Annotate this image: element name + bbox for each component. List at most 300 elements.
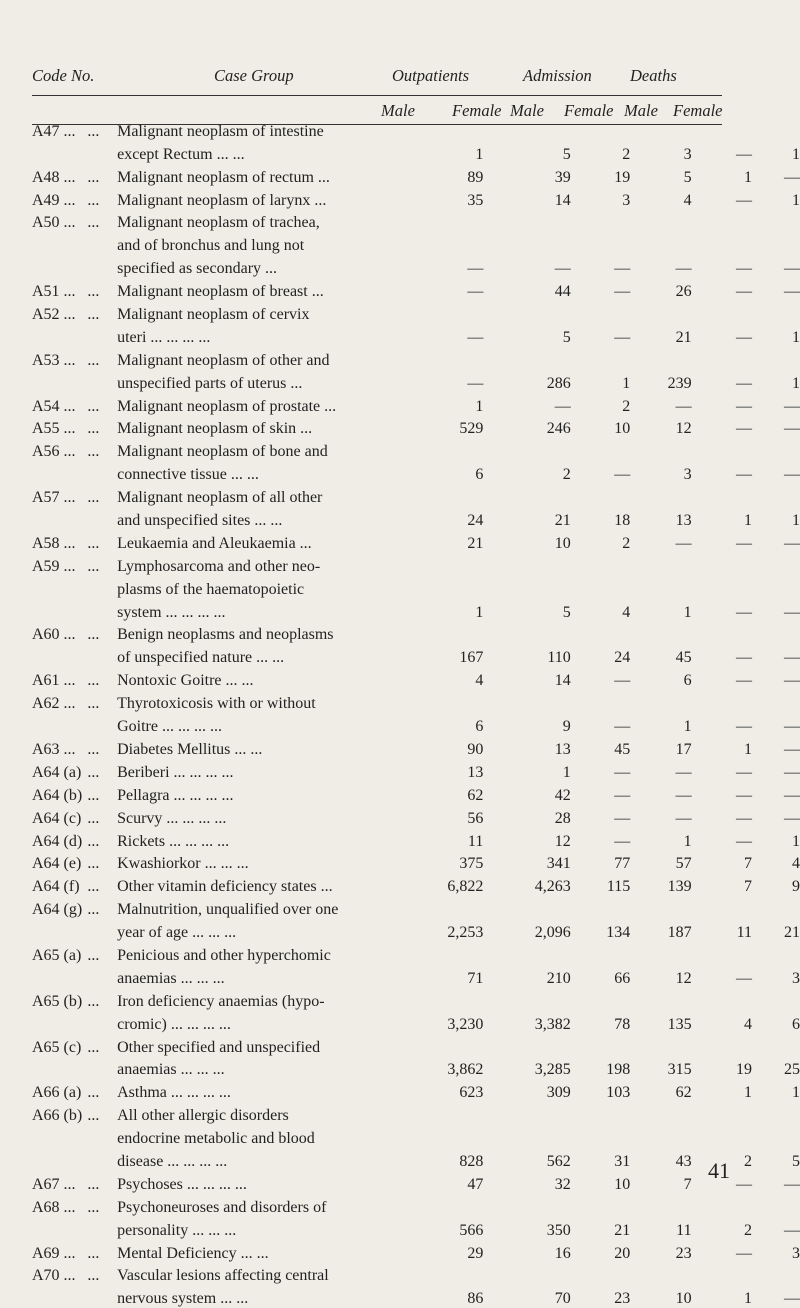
table-row bbox=[32, 1171, 800, 1194]
case-group-cell: Penicious and other hyperchomic bbox=[117, 946, 331, 964]
case-group-cell: system ... ... ... ... bbox=[117, 603, 226, 621]
case-group-cell: Psychoses ... ... ... ... bbox=[117, 1175, 247, 1193]
case-group-cell: Malignant neoplasm of intestine bbox=[117, 122, 324, 140]
table-row bbox=[32, 736, 800, 759]
value-cell: — bbox=[784, 1221, 800, 1239]
value-cell: — bbox=[784, 763, 800, 781]
value-cell: 21 bbox=[467, 534, 484, 552]
code-cell: A66 (a) bbox=[32, 1084, 82, 1102]
value-cell: 1 bbox=[743, 1290, 752, 1308]
value-cell: 7 bbox=[743, 878, 752, 896]
value-cell: 42 bbox=[554, 786, 571, 804]
value-cell: — bbox=[675, 397, 692, 415]
table-row-continuation bbox=[32, 141, 800, 164]
leader-dots: ... bbox=[87, 1107, 100, 1125]
value-cell: 44 bbox=[554, 283, 571, 301]
value-cell: 62 bbox=[467, 786, 484, 804]
header-code-no: Code No. bbox=[32, 66, 95, 85]
table-row bbox=[32, 530, 800, 553]
value-cell: 198 bbox=[606, 1061, 631, 1079]
value-cell: — bbox=[675, 260, 692, 278]
value-cell: 1 bbox=[683, 718, 692, 736]
leader-dots: ... bbox=[87, 786, 100, 804]
leader-dots: ... bbox=[87, 1038, 100, 1056]
table-row-continuation bbox=[32, 370, 800, 393]
value-cell: — bbox=[467, 283, 484, 301]
value-cell: — bbox=[735, 1244, 752, 1262]
case-group-cell: personality ... ... ... bbox=[117, 1221, 237, 1239]
value-cell: 4,263 bbox=[534, 878, 571, 896]
case-group-cell: and unspecified sites ... ... bbox=[117, 512, 283, 530]
case-group-cell: Benign neoplasms and neoplasms bbox=[117, 626, 334, 644]
case-group-cell: anaemias ... ... ... bbox=[117, 969, 225, 987]
table-row-continuation bbox=[32, 1217, 800, 1240]
value-cell: 1 bbox=[683, 832, 692, 850]
code-cell: A47 ... bbox=[32, 122, 76, 140]
value-cell: — bbox=[784, 168, 800, 186]
table-row bbox=[32, 851, 800, 874]
case-group-cell: Malignant neoplasm of prostate ... bbox=[117, 397, 337, 415]
value-cell: 4 bbox=[743, 1015, 752, 1033]
value-cell: 5 bbox=[562, 328, 571, 346]
value-cell: — bbox=[735, 718, 752, 736]
value-cell: 115 bbox=[606, 878, 631, 896]
case-group-cell: Malignant neoplasm of breast ... bbox=[117, 283, 324, 301]
value-cell: 4 bbox=[622, 603, 631, 621]
value-cell: — bbox=[784, 603, 800, 621]
table-row-continuation bbox=[32, 644, 800, 667]
value-cell: — bbox=[675, 534, 692, 552]
leader-dots: ... bbox=[87, 740, 100, 758]
value-cell: — bbox=[735, 397, 752, 415]
value-cell: 3 bbox=[792, 1244, 800, 1262]
value-cell: 3 bbox=[622, 191, 631, 209]
value-cell: 187 bbox=[667, 924, 692, 942]
value-cell: 4 bbox=[792, 855, 800, 873]
value-cell: — bbox=[784, 1290, 800, 1308]
value-cell: 21 bbox=[614, 1221, 631, 1239]
value-cell: 5 bbox=[792, 1152, 800, 1170]
value-cell: 1 bbox=[475, 145, 484, 163]
value-cell: — bbox=[467, 328, 484, 346]
value-cell: 13 bbox=[675, 512, 692, 530]
value-cell: 78 bbox=[614, 1015, 631, 1033]
code-cell: A54 ... bbox=[32, 397, 76, 415]
leader-dots: ... bbox=[87, 809, 100, 827]
value-cell: 21 bbox=[675, 328, 692, 346]
case-group-cell: Rickets ... ... ... ... bbox=[117, 832, 230, 850]
value-cell: 24 bbox=[614, 649, 631, 667]
value-cell: 31 bbox=[614, 1152, 631, 1170]
value-cell: 239 bbox=[667, 374, 692, 392]
case-group-cell: Psychoneuroses and disorders of bbox=[117, 1198, 327, 1216]
value-cell: — bbox=[554, 260, 571, 278]
value-cell: — bbox=[784, 809, 800, 827]
value-cell: — bbox=[784, 283, 800, 301]
leader-dots: ... bbox=[87, 534, 100, 552]
table-row bbox=[32, 164, 800, 187]
header-rule-top bbox=[32, 95, 722, 96]
value-cell: — bbox=[735, 969, 752, 987]
value-cell: 315 bbox=[667, 1061, 692, 1079]
table-row bbox=[32, 759, 800, 782]
value-cell: 5 bbox=[562, 145, 571, 163]
value-cell: 2 bbox=[562, 466, 571, 484]
leader-dots: ... bbox=[87, 1198, 100, 1216]
case-group-cell: connective tissue ... ... bbox=[117, 466, 259, 484]
value-cell: 210 bbox=[546, 969, 571, 987]
case-group-cell: Malignant neoplasm of skin ... bbox=[117, 420, 313, 438]
value-cell: — bbox=[467, 374, 484, 392]
leader-dots: ... bbox=[87, 283, 100, 301]
case-group-cell: Diabetes Mellitus ... ... bbox=[117, 740, 263, 758]
value-cell: 71 bbox=[467, 969, 484, 987]
value-cell: — bbox=[784, 786, 800, 804]
value-cell: 828 bbox=[459, 1152, 484, 1170]
value-cell: 1 bbox=[683, 603, 692, 621]
value-cell: 47 bbox=[467, 1175, 484, 1193]
value-cell: 135 bbox=[667, 1015, 692, 1033]
value-cell: 5 bbox=[683, 168, 692, 186]
value-cell: 10 bbox=[554, 534, 571, 552]
leader-dots: ... bbox=[87, 1175, 100, 1193]
leader-dots: ... bbox=[87, 878, 100, 896]
value-cell: 11 bbox=[467, 832, 484, 850]
table-row-continuation bbox=[32, 1125, 800, 1148]
case-group-cell: Vascular lesions affecting central bbox=[117, 1267, 329, 1285]
case-group-cell: plasms of the haematopoietic bbox=[117, 580, 305, 598]
case-group-cell: Thyrotoxicosis with or without bbox=[117, 695, 316, 713]
statistics-table bbox=[32, 118, 800, 1308]
value-cell: 43 bbox=[675, 1152, 692, 1170]
value-cell: 3 bbox=[792, 969, 800, 987]
code-cell: A53 ... bbox=[32, 351, 76, 369]
table-row bbox=[32, 1079, 800, 1102]
value-cell: — bbox=[784, 397, 800, 415]
value-cell: 1 bbox=[743, 168, 752, 186]
value-cell: 90 bbox=[467, 740, 484, 758]
table-row-continuation bbox=[32, 1011, 800, 1034]
table-row bbox=[32, 1102, 800, 1125]
leader-dots: ... bbox=[87, 832, 100, 850]
value-cell: 562 bbox=[546, 1152, 571, 1170]
value-cell: — bbox=[784, 1175, 800, 1193]
value-cell: — bbox=[784, 649, 800, 667]
value-cell: 12 bbox=[675, 420, 692, 438]
value-cell: 3 bbox=[683, 466, 692, 484]
case-group-cell: specified as secondary ... bbox=[117, 260, 278, 278]
value-cell: 21 bbox=[784, 924, 800, 942]
code-cell: A65 (c) bbox=[32, 1038, 82, 1056]
value-cell: — bbox=[735, 374, 752, 392]
code-cell: A60 ... bbox=[32, 626, 76, 644]
table-row-continuation bbox=[32, 232, 800, 255]
code-cell: A51 ... bbox=[32, 283, 76, 301]
case-group-cell: Nontoxic Goitre ... ... bbox=[117, 672, 254, 690]
leader-dots: ... bbox=[87, 420, 100, 438]
code-cell: A64 (b) bbox=[32, 786, 83, 804]
code-cell: A48 ... bbox=[32, 168, 76, 186]
value-cell: 6 bbox=[475, 718, 484, 736]
value-cell: — bbox=[735, 283, 752, 301]
value-cell: 1 bbox=[743, 1084, 752, 1102]
leader-dots: ... bbox=[87, 901, 100, 919]
value-cell: — bbox=[675, 763, 692, 781]
value-cell: 70 bbox=[554, 1290, 571, 1308]
value-cell: — bbox=[735, 191, 752, 209]
value-cell: 4 bbox=[475, 672, 484, 690]
table-row bbox=[32, 873, 800, 896]
code-cell: A57 ... bbox=[32, 489, 76, 507]
value-cell: 3,230 bbox=[447, 1015, 484, 1033]
table-row bbox=[32, 416, 800, 439]
header-admission-male: Male bbox=[510, 101, 544, 120]
case-group-cell: Malignant neoplasm of rectum ... bbox=[117, 168, 330, 186]
code-cell: A64 (g) bbox=[32, 901, 83, 919]
value-cell: 103 bbox=[606, 1084, 631, 1102]
page-number: 41 bbox=[708, 1158, 730, 1183]
value-cell: 14 bbox=[554, 191, 571, 209]
value-cell: 2 bbox=[743, 1152, 752, 1170]
table-row bbox=[32, 393, 800, 416]
value-cell: — bbox=[784, 420, 800, 438]
value-cell: 4 bbox=[683, 191, 692, 209]
table-row-continuation bbox=[32, 576, 800, 599]
header-outpatients-female: Female bbox=[452, 101, 502, 120]
header-admission: Admission bbox=[523, 66, 592, 85]
value-cell: — bbox=[735, 1175, 752, 1193]
value-cell: 7 bbox=[743, 855, 752, 873]
table-row bbox=[32, 278, 800, 301]
code-cell: A50 ... bbox=[32, 214, 76, 232]
case-group-cell: Malignant neoplasm of cervix bbox=[117, 306, 310, 324]
case-group-cell: nervous system ... ... bbox=[117, 1290, 249, 1308]
value-cell: — bbox=[614, 763, 631, 781]
value-cell: 110 bbox=[547, 649, 571, 667]
table-row bbox=[32, 1263, 800, 1286]
table-row bbox=[32, 484, 800, 507]
value-cell: 2 bbox=[622, 397, 631, 415]
code-cell: A56 ... bbox=[32, 443, 76, 461]
table-row bbox=[32, 805, 800, 828]
value-cell: 11 bbox=[676, 1221, 692, 1239]
table-row bbox=[32, 438, 800, 461]
value-cell: 45 bbox=[675, 649, 692, 667]
leader-dots: ... bbox=[87, 1267, 100, 1285]
value-cell: 1 bbox=[743, 740, 752, 758]
table-row-continuation bbox=[32, 1148, 800, 1171]
value-cell: — bbox=[614, 466, 631, 484]
value-cell: 134 bbox=[606, 924, 631, 942]
code-cell: A64 (e) bbox=[32, 855, 82, 873]
value-cell: 77 bbox=[614, 855, 631, 873]
case-group-cell: Malignant neoplasm of trachea, bbox=[117, 214, 320, 232]
value-cell: 20 bbox=[614, 1244, 631, 1262]
header-case-group: Case Group bbox=[214, 66, 294, 85]
value-cell: — bbox=[784, 672, 800, 690]
value-cell: — bbox=[735, 145, 752, 163]
value-cell: 7 bbox=[683, 1175, 692, 1193]
value-cell: 12 bbox=[675, 969, 692, 987]
case-group-cell: Iron deficiency anaemias (hypo- bbox=[117, 992, 325, 1010]
table-row bbox=[32, 942, 800, 965]
value-cell: 14 bbox=[554, 672, 571, 690]
value-cell: — bbox=[614, 672, 631, 690]
value-cell: 3,862 bbox=[447, 1061, 484, 1079]
leader-dots: ... bbox=[87, 191, 100, 209]
case-group-cell: Malignant neoplasm of bone and bbox=[117, 443, 328, 461]
table-row bbox=[32, 828, 800, 851]
value-cell: 1 bbox=[792, 1084, 800, 1102]
value-cell: 2 bbox=[743, 1221, 752, 1239]
value-cell: — bbox=[614, 283, 631, 301]
value-cell: — bbox=[614, 809, 631, 827]
table-row bbox=[32, 301, 800, 324]
case-group-cell: Scurvy ... ... ... ... bbox=[117, 809, 227, 827]
value-cell: 1 bbox=[475, 397, 484, 415]
case-group-cell: except Rectum ... ... bbox=[117, 145, 245, 163]
value-cell: — bbox=[784, 534, 800, 552]
value-cell: 25 bbox=[784, 1061, 800, 1079]
value-cell: — bbox=[735, 534, 752, 552]
leader-dots: ... bbox=[87, 443, 100, 461]
value-cell: 1 bbox=[475, 603, 484, 621]
leader-dots: ... bbox=[87, 1084, 100, 1102]
value-cell: 167 bbox=[459, 649, 484, 667]
value-cell: 2,096 bbox=[534, 924, 571, 942]
value-cell: 529 bbox=[459, 420, 484, 438]
value-cell: — bbox=[735, 649, 752, 667]
case-group-cell: All other allergic disorders bbox=[117, 1107, 289, 1125]
case-group-cell: endocrine metabolic and blood bbox=[117, 1130, 315, 1148]
code-cell: A65 (b) bbox=[32, 992, 83, 1010]
value-cell: 56 bbox=[467, 809, 484, 827]
table-row bbox=[32, 187, 800, 210]
table-row bbox=[32, 622, 800, 645]
value-cell: — bbox=[614, 832, 631, 850]
case-group-cell: Malnutrition, unqualified over one bbox=[117, 901, 339, 919]
value-cell: — bbox=[614, 718, 631, 736]
table-row bbox=[32, 667, 800, 690]
case-group-cell: Malignant neoplasm of larynx ... bbox=[117, 191, 327, 209]
value-cell: 24 bbox=[467, 512, 484, 530]
leader-dots: ... bbox=[87, 122, 100, 140]
value-cell: — bbox=[554, 397, 571, 415]
case-group-cell: and of bronchus and lung not bbox=[117, 237, 305, 255]
code-cell: A65 (a) bbox=[32, 946, 82, 964]
value-cell: 566 bbox=[459, 1221, 484, 1239]
case-group-cell: Other specified and unspecified bbox=[117, 1038, 321, 1056]
code-cell: A67 ... bbox=[32, 1175, 76, 1193]
case-group-cell: Malignant neoplasm of other and bbox=[117, 351, 330, 369]
case-group-cell: disease ... ... ... ... bbox=[117, 1152, 228, 1170]
value-cell: 350 bbox=[546, 1221, 571, 1239]
code-cell: A55 ... bbox=[32, 420, 76, 438]
value-cell: 3,285 bbox=[534, 1061, 571, 1079]
leader-dots: ... bbox=[87, 855, 100, 873]
value-cell: — bbox=[784, 260, 800, 278]
header-deaths-male: Male bbox=[624, 101, 658, 120]
value-cell: 19 bbox=[614, 168, 631, 186]
leader-dots: ... bbox=[87, 489, 100, 507]
value-cell: — bbox=[784, 740, 800, 758]
value-cell: 10 bbox=[614, 1175, 631, 1193]
code-cell: A49 ... bbox=[32, 191, 76, 209]
value-cell: 28 bbox=[554, 809, 571, 827]
case-group-cell: Pellagra ... ... ... ... bbox=[117, 786, 234, 804]
value-cell: 10 bbox=[614, 420, 631, 438]
value-cell: 13 bbox=[467, 763, 484, 781]
leader-dots: ... bbox=[87, 763, 100, 781]
case-group-cell: Other vitamin deficiency states ... bbox=[117, 878, 333, 896]
value-cell: 9 bbox=[792, 878, 800, 896]
table-row bbox=[32, 210, 800, 233]
value-cell: 19 bbox=[735, 1061, 752, 1079]
table-row-continuation bbox=[32, 965, 800, 988]
value-cell: 23 bbox=[614, 1290, 631, 1308]
value-cell: — bbox=[675, 809, 692, 827]
value-cell: 62 bbox=[675, 1084, 692, 1102]
table-row-continuation bbox=[32, 919, 800, 942]
code-cell: A61 ... bbox=[32, 672, 76, 690]
value-cell: — bbox=[735, 786, 752, 804]
leader-dots: ... bbox=[87, 168, 100, 186]
leader-dots: ... bbox=[87, 557, 100, 575]
table-row bbox=[32, 553, 800, 576]
leader-dots: ... bbox=[87, 1244, 100, 1262]
table-row-continuation bbox=[32, 507, 800, 530]
case-group-cell: year of age ... ... ... bbox=[117, 924, 237, 942]
value-cell: 26 bbox=[675, 283, 692, 301]
value-cell: — bbox=[735, 466, 752, 484]
value-cell: 341 bbox=[546, 855, 571, 873]
value-cell: 309 bbox=[546, 1084, 571, 1102]
value-cell: 89 bbox=[467, 168, 484, 186]
value-cell: 6 bbox=[475, 466, 484, 484]
value-cell: — bbox=[735, 809, 752, 827]
code-cell: A68 ... bbox=[32, 1198, 76, 1216]
value-cell: — bbox=[735, 328, 752, 346]
header-outpatients: Outpatients bbox=[392, 66, 469, 85]
code-cell: A70 ... bbox=[32, 1267, 76, 1285]
leader-dots: ... bbox=[87, 397, 100, 415]
value-cell: 1 bbox=[792, 145, 800, 163]
table-row bbox=[32, 988, 800, 1011]
case-group-cell: anaemias ... ... ... bbox=[117, 1061, 225, 1079]
value-cell: 66 bbox=[614, 969, 631, 987]
leader-dots: ... bbox=[87, 626, 100, 644]
value-cell: 11 bbox=[736, 924, 752, 942]
table-row bbox=[32, 782, 800, 805]
value-cell: 16 bbox=[554, 1244, 571, 1262]
header-deaths: Deaths bbox=[630, 66, 677, 85]
value-cell: 17 bbox=[675, 740, 692, 758]
value-cell: 35 bbox=[467, 191, 484, 209]
table-row-continuation bbox=[32, 461, 800, 484]
value-cell: 45 bbox=[614, 740, 631, 758]
code-cell: A63 ... bbox=[32, 740, 76, 758]
code-cell: A64 (c) bbox=[32, 809, 82, 827]
value-cell: — bbox=[735, 603, 752, 621]
table-row bbox=[32, 118, 800, 141]
leader-dots: ... bbox=[87, 351, 100, 369]
table-row bbox=[32, 347, 800, 370]
leader-dots: ... bbox=[87, 946, 100, 964]
leader-dots: ... bbox=[87, 695, 100, 713]
value-cell: 2 bbox=[622, 145, 631, 163]
header-deaths-female: Female bbox=[673, 101, 723, 120]
value-cell: 23 bbox=[675, 1244, 692, 1262]
